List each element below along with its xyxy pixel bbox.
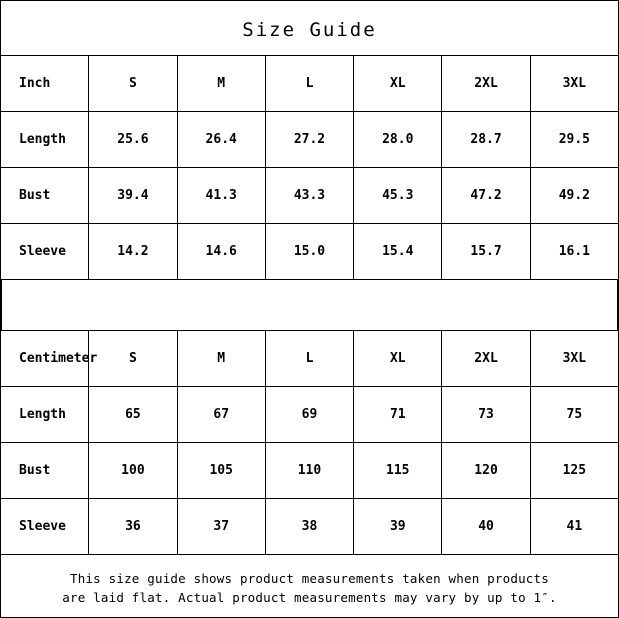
cell-inch-length-l: 27.2 bbox=[265, 112, 353, 168]
centimeter-size-table bbox=[0, 330, 619, 555]
column-header-m: M bbox=[177, 331, 265, 387]
row-label-sleeve: Sleeve bbox=[1, 224, 89, 280]
column-header-xl: XL bbox=[354, 331, 442, 387]
cell-cm-length-3xl: 75 bbox=[530, 387, 618, 443]
table-header-row bbox=[1, 56, 619, 112]
cell-inch-sleeve-l: 15.0 bbox=[265, 224, 353, 280]
table-row bbox=[1, 168, 619, 224]
column-header-2xl: 2XL bbox=[442, 56, 530, 112]
cell-cm-bust-s: 100 bbox=[89, 443, 177, 499]
inch-table-wrapper bbox=[0, 55, 619, 280]
cell-cm-sleeve-xl: 39 bbox=[354, 499, 442, 555]
cell-cm-sleeve-3xl: 41 bbox=[530, 499, 618, 555]
cell-inch-length-2xl: 28.7 bbox=[442, 112, 530, 168]
row-label-sleeve: Sleeve bbox=[1, 499, 89, 555]
row-label-bust: Bust bbox=[1, 443, 89, 499]
cell-cm-length-m: 67 bbox=[177, 387, 265, 443]
column-header-3xl: 3XL bbox=[530, 56, 618, 112]
centimeter-table-wrapper bbox=[0, 330, 619, 555]
column-header-3xl: 3XL bbox=[530, 331, 618, 387]
column-header-l: L bbox=[265, 56, 353, 112]
row-label-length: Length bbox=[1, 387, 89, 443]
column-header-l: L bbox=[265, 331, 353, 387]
column-header-m: M bbox=[177, 56, 265, 112]
cell-cm-length-xl: 71 bbox=[354, 387, 442, 443]
cell-cm-bust-3xl: 125 bbox=[530, 443, 618, 499]
cell-inch-bust-xl: 45.3 bbox=[354, 168, 442, 224]
cell-inch-length-3xl: 29.5 bbox=[530, 112, 618, 168]
cell-inch-length-xl: 28.0 bbox=[354, 112, 442, 168]
table-header-row bbox=[1, 331, 619, 387]
table-row bbox=[1, 443, 619, 499]
cell-cm-length-s: 65 bbox=[89, 387, 177, 443]
cell-inch-length-m: 26.4 bbox=[177, 112, 265, 168]
cell-inch-sleeve-2xl: 15.7 bbox=[442, 224, 530, 280]
cell-cm-sleeve-s: 36 bbox=[89, 499, 177, 555]
cell-inch-bust-m: 41.3 bbox=[177, 168, 265, 224]
footnote-line-1: This size guide shows product measurements taken when products bbox=[70, 571, 549, 586]
footnote bbox=[1, 555, 618, 608]
cell-inch-bust-2xl: 47.2 bbox=[442, 168, 530, 224]
cell-cm-bust-xl: 115 bbox=[354, 443, 442, 499]
cell-inch-sleeve-3xl: 16.1 bbox=[530, 224, 618, 280]
row-label-bust: Bust bbox=[1, 168, 89, 224]
cell-inch-bust-3xl: 49.2 bbox=[530, 168, 618, 224]
inch-size-table bbox=[0, 55, 619, 280]
row-label-length: Length bbox=[1, 112, 89, 168]
table-gap-divider bbox=[1, 280, 618, 330]
cell-inch-bust-s: 39.4 bbox=[89, 168, 177, 224]
table-row bbox=[1, 224, 619, 280]
cell-inch-bust-l: 43.3 bbox=[265, 168, 353, 224]
cell-inch-sleeve-xl: 15.4 bbox=[354, 224, 442, 280]
cell-cm-sleeve-2xl: 40 bbox=[442, 499, 530, 555]
page-title: Size Guide bbox=[242, 19, 377, 41]
cell-cm-bust-m: 105 bbox=[177, 443, 265, 499]
cell-cm-sleeve-l: 38 bbox=[265, 499, 353, 555]
column-header-s: S bbox=[89, 56, 177, 112]
cell-inch-sleeve-m: 14.6 bbox=[177, 224, 265, 280]
cell-inch-length-s: 25.6 bbox=[89, 112, 177, 168]
cell-inch-sleeve-s: 14.2 bbox=[89, 224, 177, 280]
cell-cm-sleeve-m: 37 bbox=[177, 499, 265, 555]
cell-cm-bust-l: 110 bbox=[265, 443, 353, 499]
unit-label-inch: Inch bbox=[1, 56, 89, 112]
table-row bbox=[1, 387, 619, 443]
unit-label-centimeter: Centimeter bbox=[1, 331, 89, 387]
column-header-s: S bbox=[89, 331, 177, 387]
column-header-xl: XL bbox=[354, 56, 442, 112]
cell-cm-bust-2xl: 120 bbox=[442, 443, 530, 499]
column-header-2xl: 2XL bbox=[442, 331, 530, 387]
cell-cm-length-2xl: 73 bbox=[442, 387, 530, 443]
table-row bbox=[1, 112, 619, 168]
cell-cm-length-l: 69 bbox=[265, 387, 353, 443]
table-row bbox=[1, 499, 619, 555]
footnote-line-2: are laid flat. Actual product measurements may vary by up to 1″. bbox=[62, 590, 557, 606]
